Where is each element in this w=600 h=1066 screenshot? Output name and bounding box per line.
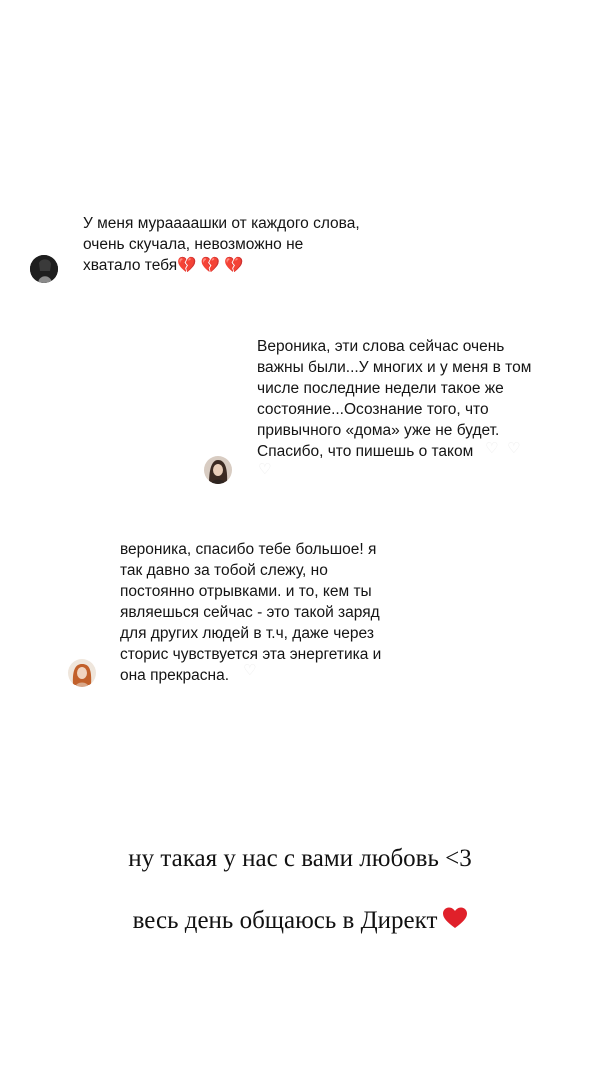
avatar-photo-3 (68, 659, 96, 687)
comment-text-3: вероника, спасибо тебе большое! я так давно за тобой слежу, но постоянно отрывками. и то, кем ты являешься сейчас - это такой заряд для других людей в т.ч, даже через сторис чувствуется эта энергетика и она прекрасна. (120, 541, 382, 684)
like-heart-icon-2b[interactable]: ♡ (507, 439, 521, 457)
like-heart-icon-2c[interactable]: ♡ (258, 460, 272, 478)
comment-text-2: Вероника, эти слова сейчас очень важны были...У многих и у меня в том числе последние недели такое же состояние...Осознание того, что привычного «дома» уже не будет. Спасибо, что пишешь о таком (257, 338, 532, 460)
caption-line-2: весь день общаюсь в Директ (132, 907, 438, 934)
caption-line-1: ну такая у нас с вами любовь <3 (128, 845, 472, 872)
commenter-avatar-1[interactable] (30, 255, 58, 283)
like-heart-icon-3[interactable]: ♡ (243, 661, 257, 679)
avatar-photo-1 (30, 255, 58, 283)
story-caption (0, 812, 600, 968)
commenter-avatar-3[interactable] (68, 659, 96, 687)
commenter-avatar-2[interactable] (204, 456, 232, 484)
caption-line-2-wrap (0, 905, 600, 937)
comment-text-1: У меня мураааашки от каждого слова, очень скучала, невозможно не хватало тебя💔 💔 💔 (83, 215, 360, 274)
like-heart-icon-2[interactable]: ♡ (485, 439, 499, 457)
red-heart-icon (443, 906, 467, 937)
avatar-photo-2 (204, 456, 232, 484)
